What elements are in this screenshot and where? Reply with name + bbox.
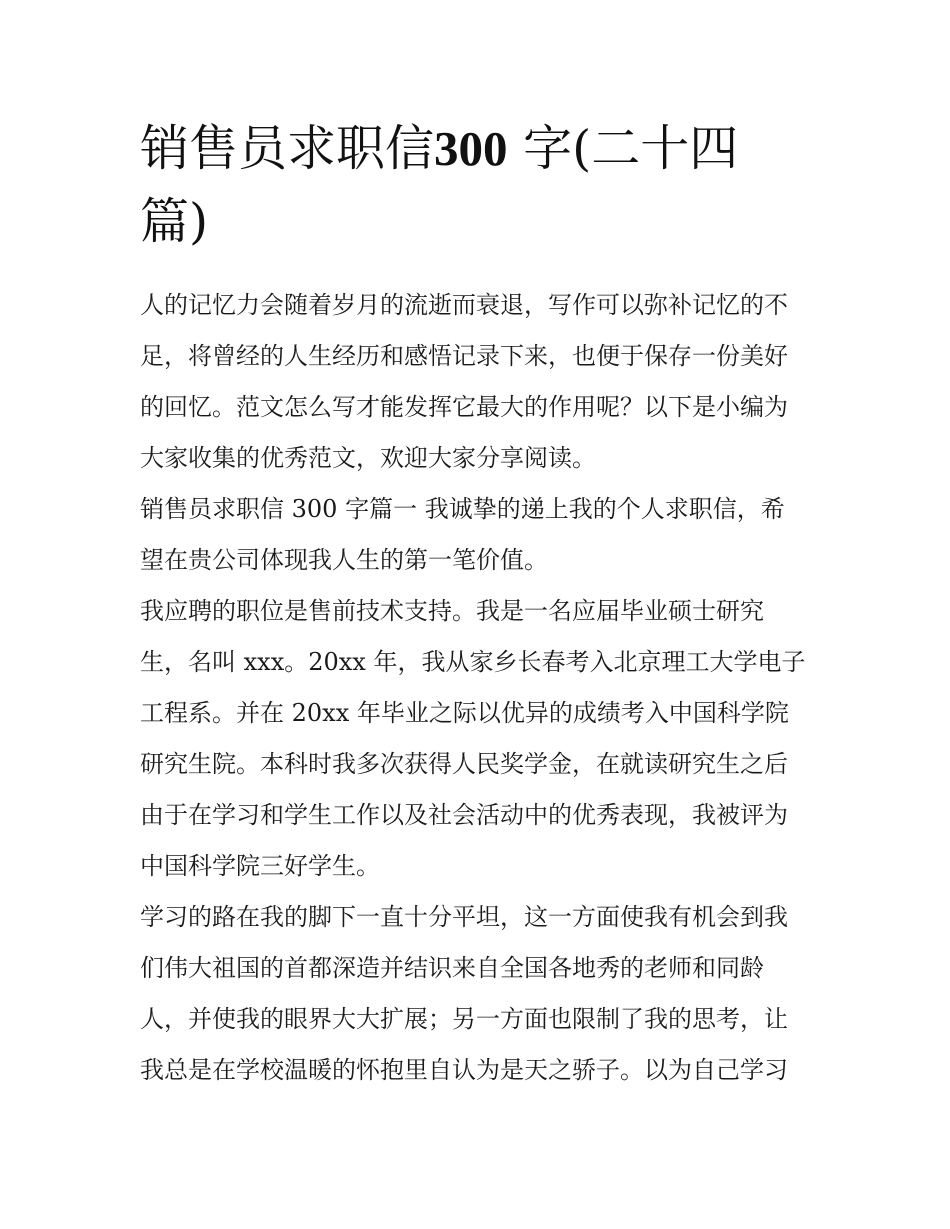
paragraph-study-path: 学习的路在我的脚下一直十分平坦，这一方面使我有机会到我 们伟大祖国的首都深造并结识来自全国各地秀的老师和同龄 人，并使我的眼界大大扩展；另一方面也限制了我的思考，让 我总是在学校温暖的怀抱里自认为是天之骄子。以为自己学习 (140, 903, 788, 1084)
document-body (140, 280, 830, 1096)
document-title (140, 112, 820, 258)
title-text-start: 销售员求职信 (140, 120, 435, 177)
paragraph-letter-opening: 销售员求职信 300 字篇一 我诚挚的递上我的个人求职信，希 望在贵公司体现我人生的第一笔价值。 (140, 495, 785, 574)
title-text-end: 字(二十四 篇) (140, 120, 739, 250)
paragraph-position: 我应聘的职位是售前技术支持。我是一名应届毕业硕士研究 生，名叫 xxx。20xx 年，我从家乡长春考入北京理工大学电子 工程系。并在 20xx 年毕业之际以优异的成绩考入中国科学院 研究生院。本科时我多次获得人民奖学金，在就读研究生之后 由于在学习和学生工作以及社会活动中的优秀表现，我被评为 中国科学院三好学生。 (140, 597, 806, 880)
title-number: 300 (434, 121, 508, 176)
paragraph-intro: 人的记忆力会随着岁月的流逝而衰退，写作可以弥补记忆的不 足，将曾经的人生经历和感悟记录下来，也便于保存一份美好 的回忆。范文怎么写才能发挥它最大的作用呢？以下是小编为 大家收集的优秀范文，欢迎大家分享阅读。 (140, 291, 788, 472)
